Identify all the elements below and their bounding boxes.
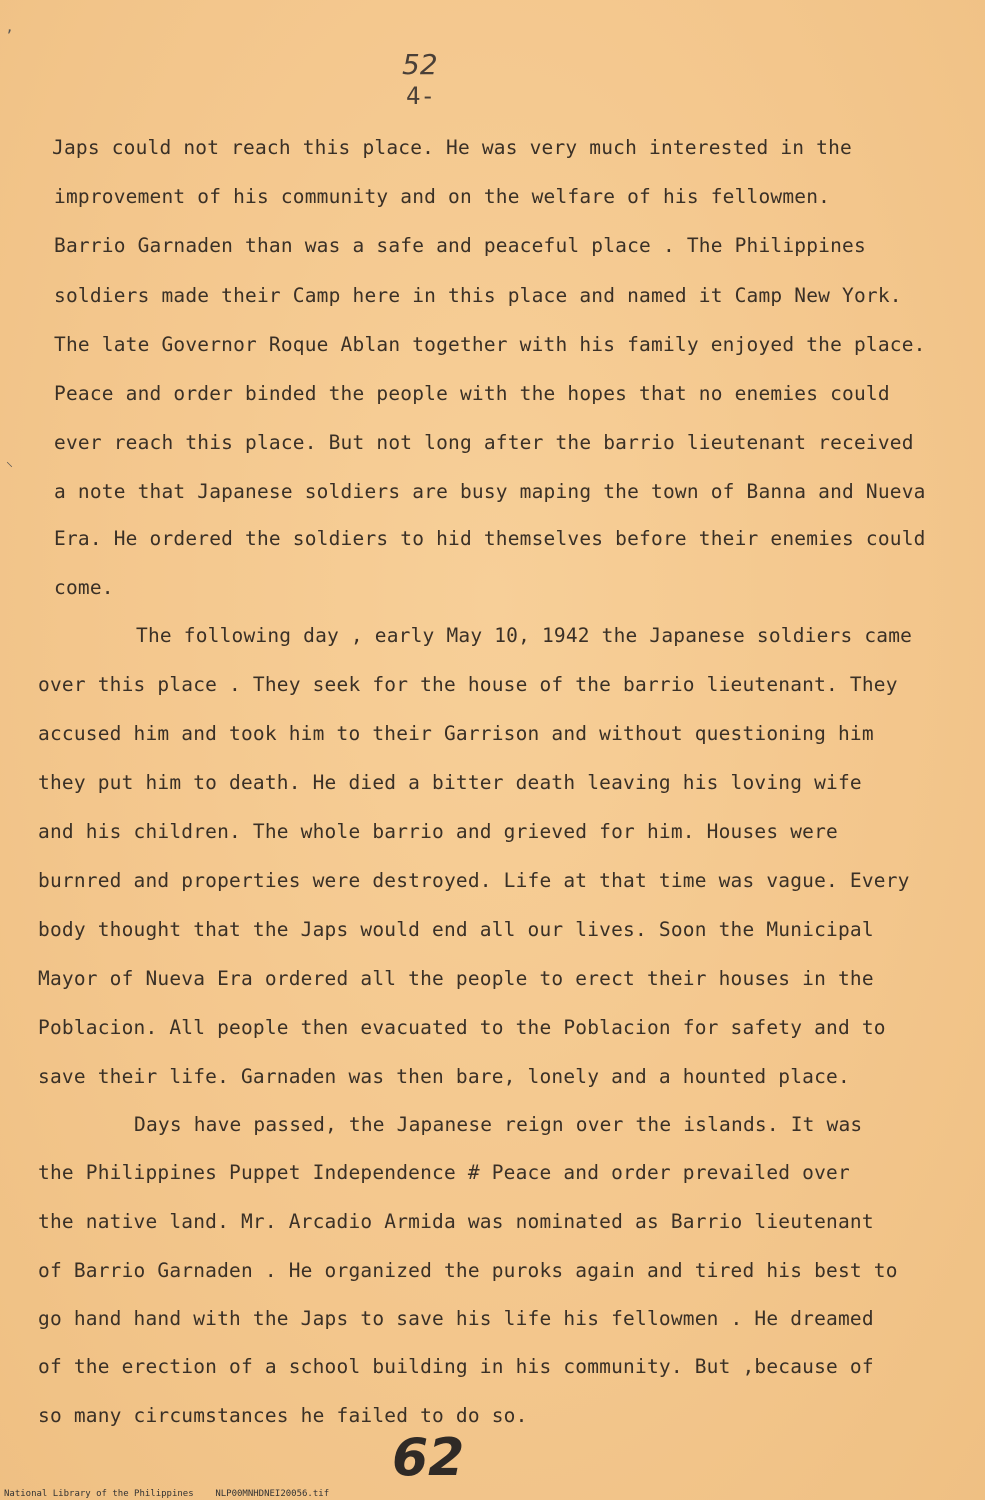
text-line: Peace and order binded the people with the hopes that no enemies could [54,382,890,405]
text-line: the Philippines Puppet Independence # Peace and order prevailed over [38,1161,850,1184]
text-line: come. [54,576,114,599]
text-line: Japs could not reach this place. He was very much interested in the [52,136,852,159]
text-line: of the erection of a school building in his community. But ,because of [38,1355,874,1378]
text-line: improvement of his community and on the welfare of his fellowmen. [54,185,831,208]
text-line: burnred and properties were destroyed. Life at that time was vague. Every [38,869,910,892]
text-line: Mayor of Nueva Era ordered all the people to erect their houses in the [38,967,874,990]
stamped-page-number: 62 [392,1428,465,1488]
text-line: body thought that the Japs would end all our lives. Soon the Municipal [38,918,874,941]
text-line: a note that Japanese soldiers are busy maping the town of Banna and Nueva [54,480,926,503]
text-line: ever reach this place. But not long after the barrio lieutenant received [54,431,914,454]
text-line: Barrio Garnaden than was a safe and peaceful place . The Philippines [54,234,866,257]
margin-mark: ʼ [5,28,14,44]
text-line: Days have passed, the Japanese reign over the islands. It was [134,1113,863,1136]
text-line: The following day , early May 10, 1942 the Japanese soldiers came [136,624,913,647]
text-line: over this place . They seek for the house of the barrio lieutenant. They [38,673,898,696]
text-line: Poblacion. All people then evacuated to the Poblacion for safety and to [38,1016,886,1039]
text-line: save their life. Garnaden was then bare, lonely and a hounted place. [38,1065,850,1088]
typed-page-number: 4- [406,82,435,110]
text-line: soldiers made their Camp here in this place and named it Camp New York. [54,284,902,307]
text-line: and his children. The whole barrio and grieved for him. Houses were [38,820,838,843]
margin-mark: ⸜ [6,454,13,470]
text-line: The late Governor Roque Ablan together with his family enjoyed the place. [54,333,926,356]
text-line: go hand hand with the Japs to save his life his fellowmen . He dreamed [38,1307,874,1330]
text-line: Era. He ordered the soldiers to hid themselves before their enemies could [54,527,926,550]
text-line: so many circumstances he failed to do so. [38,1404,528,1427]
text-line: accused him and took him to their Garrison and without questioning him [38,722,874,745]
text-line: the native land. Mr. Arcadio Armida was nominated as Barrio lieutenant [38,1210,874,1233]
archive-footer: National Library of the Philippines NLP00MNHDNEI20056.tif [4,1489,330,1499]
handwritten-page-number: 52 [402,48,438,81]
text-line: of Barrio Garnaden . He organized the puroks again and tired his best to [38,1259,898,1282]
text-line: they put him to death. He died a bitter death leaving his loving wife [38,771,862,794]
